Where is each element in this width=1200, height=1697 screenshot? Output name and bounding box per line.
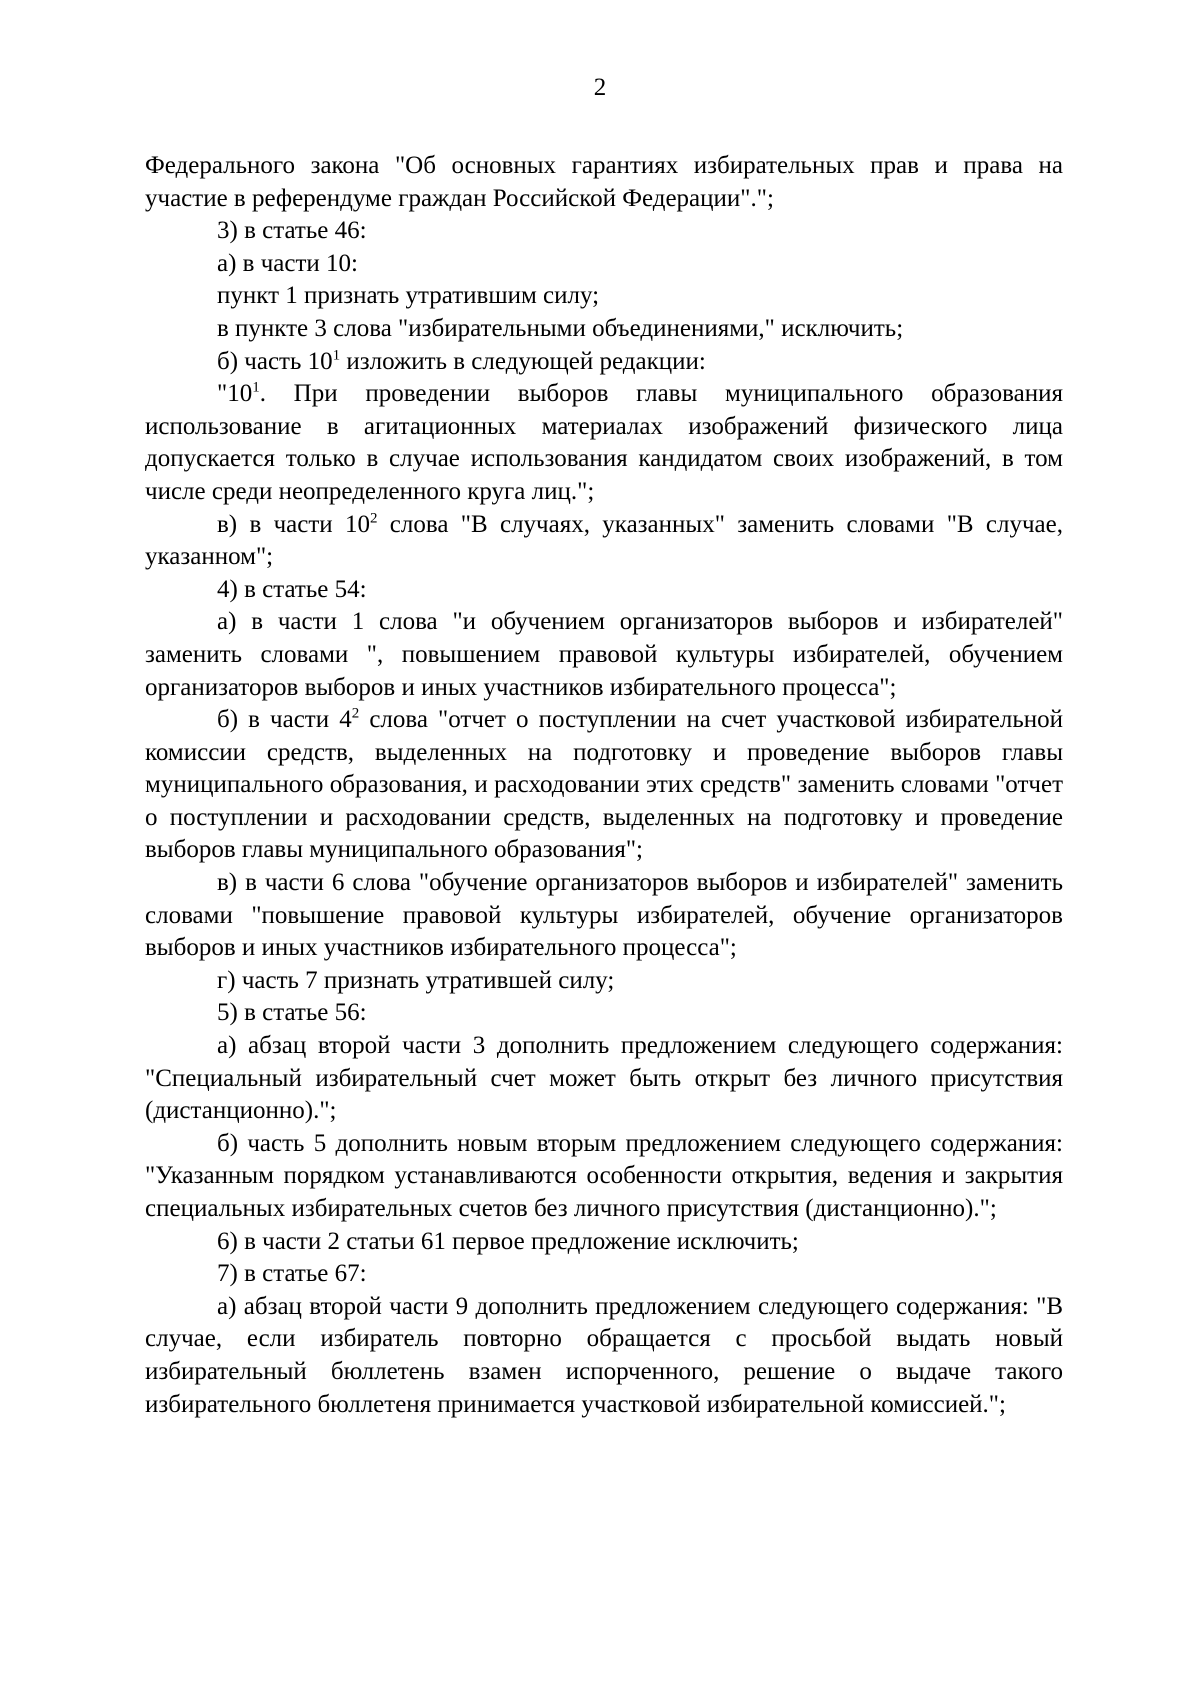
paragraph xyxy=(145,1128,1063,1226)
paragraph-text: г) часть 7 признать утратившей силу; xyxy=(217,966,615,994)
paragraph-text: 4) в статье 54: xyxy=(217,575,367,603)
paragraph xyxy=(145,1258,1063,1291)
paragraph xyxy=(145,965,1063,998)
paragraph-text: 3) в статье 46: xyxy=(217,217,367,245)
paragraph xyxy=(145,997,1063,1030)
paragraph-text: . При проведении выборов главы муниципального образования использование в агитационных материалах изображений физического лица допускается только в случае использования кандидатом своих изображений, в том числе среди неопределенного круга лиц."; xyxy=(145,380,1063,505)
superscript-index: 1 xyxy=(252,379,260,396)
paragraph-text: пункт 1 признать утратившим силу; xyxy=(217,282,600,310)
document-body xyxy=(145,150,1063,1421)
paragraph-text: в пункте 3 слова "избирательными объединениями," исключить; xyxy=(217,314,904,342)
paragraph xyxy=(145,215,1063,248)
paragraph-text: 7) в статье 67: xyxy=(217,1260,367,1288)
paragraph xyxy=(145,1226,1063,1259)
superscript-index: 2 xyxy=(369,510,378,527)
paragraph xyxy=(145,574,1063,607)
paragraph xyxy=(145,606,1063,704)
paragraph-text: в) в части 6 слова "обучение организаторов выборов и избирателей" заменить словами "повышение правовой культуры избирателей, обучение организаторов выборов и иных участников избирательного процесса"; xyxy=(145,869,1063,962)
paragraph xyxy=(145,378,1063,508)
page-number: 2 xyxy=(593,74,607,101)
paragraph-text: а) абзац второй части 9 дополнить предложением следующего содержания: "В случае, если избиратель повторно обращается с просьбой выдать новый избирательный бюллетень взамен испорченного, решение о выдаче такого избирательного бюллетеня принимается участковой избирательной комиссией."; xyxy=(145,1292,1063,1418)
paragraph-text: а) в части 1 слова "и обучением организаторов выборов и избирателей" заменить словами ", повышением правовой культуры избирателей, обучением организаторов выборов и иных участников избирательного процесса"; xyxy=(145,608,1063,701)
paragraph xyxy=(145,509,1063,574)
paragraph xyxy=(145,1291,1063,1421)
paragraph-text: изложить в следующей редакции: xyxy=(340,347,706,375)
paragraph xyxy=(145,1030,1063,1128)
paragraph xyxy=(145,150,1063,215)
paragraph-text: 6) в части 2 статьи 61 первое предложение исключить; xyxy=(217,1227,799,1255)
paragraph-text: в) в части 10 xyxy=(217,510,370,538)
superscript-index: 1 xyxy=(332,347,341,364)
paragraph xyxy=(145,346,1063,379)
paragraph-text: а) абзац второй части 3 дополнить предложением следующего содержания: "Специальный избирательный счет может быть открыт без личного присутствия (дистанционно)."; xyxy=(145,1032,1063,1125)
paragraph-text: слова "отчет о поступлении на счет участковой избирательной комиссии средств, выделенных на подготовку и проведение выборов главы муниципального образования, и расходовании этих средств" заменить словами "отчет о поступлении и расходовании средств, выделенных на подготовку и проведение выборов главы муниципального образования"; xyxy=(145,706,1064,864)
paragraph-text: б) в части 4 xyxy=(217,706,352,734)
paragraph xyxy=(145,313,1063,346)
paragraph xyxy=(145,248,1063,281)
paragraph xyxy=(145,704,1063,867)
paragraph-text: б) часть 10 xyxy=(217,347,333,375)
paragraph-text: "10 xyxy=(217,380,253,408)
paragraph-text: 5) в статье 56: xyxy=(217,999,367,1027)
paragraph xyxy=(145,280,1063,313)
paragraph-text: б) часть 5 дополнить новым вторым предложением следующего содержания: "Указанным порядком устанавливаются особенности открытия, ведения и закрытия специальных избирательных счетов без личного присутствия (дистанционно)."; xyxy=(145,1129,1063,1222)
paragraph-text: а) в части 10: xyxy=(217,249,358,277)
paragraph-text: слова "В случаях, указанных" заменить словами "В случае, указанном"; xyxy=(145,510,1063,571)
superscript-index: 2 xyxy=(351,705,360,722)
paragraph xyxy=(145,867,1063,965)
paragraph-text: Федерального закона "Об основных гарантиях избирательных прав и права на участие в референдуме граждан Российской Федерации"."; xyxy=(145,152,1063,212)
